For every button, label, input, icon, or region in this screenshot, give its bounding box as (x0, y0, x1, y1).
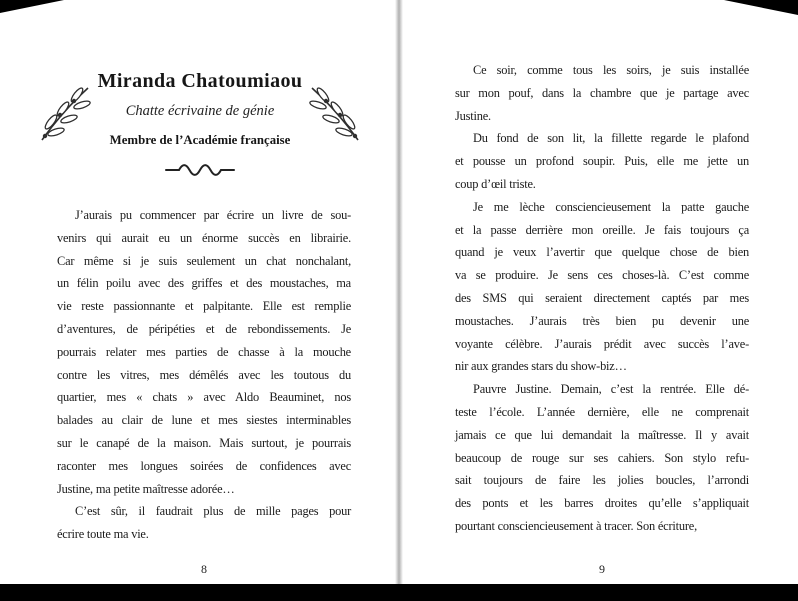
paragraph (57, 204, 351, 500)
text-line: raconter mes longues soirées de confidences avec (57, 458, 351, 473)
text-line: et la passe derrière mon oreille. Je fais toujours ça (455, 222, 749, 237)
text-line: moustaches. J’aurais très bien pu devenir une (455, 313, 749, 328)
page-number-right: 9 (599, 562, 605, 576)
chapter-header (40, 70, 360, 183)
text-line: sur mon pouf, dans la chambre que je partage avec (455, 85, 749, 100)
text-line: Je me lèche consciencieusement la patte gauche (473, 199, 749, 214)
chapter-title: Miranda Chatoumiaou (97, 70, 303, 92)
text-line: pourtant consciencieusement à tracer. Son écriture, (455, 518, 697, 533)
text-line: nir aux grandes stars du show-biz… (455, 359, 627, 374)
paragraph (455, 59, 749, 127)
text-line: Ce soir, comme tous les soirs, je suis installée (473, 63, 749, 77)
text-line: Justine. (455, 108, 491, 123)
text-line: coup d’œil triste. (455, 176, 536, 191)
right-page (399, 0, 798, 584)
text-line: C’est sûr, il faudrait plus de mille pages pour (75, 504, 351, 519)
page-number-left: 8 (201, 562, 207, 576)
text-line: va se produire. Je sens ces choses-là. C’est comme (455, 268, 749, 283)
text-line: un félin poilu avec des griffes et des moustaches, ma (57, 276, 351, 291)
body-text-left (57, 204, 351, 546)
olive-branch-left-icon (36, 82, 94, 144)
text-line: d’aventures, de péripéties et de rebondissements. Je (57, 321, 351, 336)
text-line: et pousse un profond soupir. Puis, elle me jette un (455, 154, 749, 169)
text-line: venirs qui aurait eu un énorme succès en librairie. (57, 230, 351, 245)
text-line: voyante célèbre. J’aurais prédit avec succès l’ave- (455, 336, 749, 351)
paragraph (455, 127, 749, 195)
text-line: balades au clair de lune et mes siestes interminables (57, 413, 351, 428)
text-line: quand je veux l’avertir que quelque chose de bien (455, 245, 749, 260)
text-line: teste l’école. L’année dernière, elle ne comprenait (455, 404, 749, 419)
text-line: quartier, mes « chats » avec Aldo Beauminet, nos (57, 390, 351, 405)
chapter-subtitle: Chatte écrivaine de génie (125, 103, 275, 119)
text-line: pourrais relater mes parties de chasse à la mouche (57, 344, 351, 359)
text-line: beaucoup de rouge sur ses cahiers. Son stylo refu- (455, 450, 749, 465)
text-line: des SMS qui seraient directement captés par mes (455, 290, 749, 305)
text-line: sait toujours de faire les jolies boucles, l’arrondi (455, 473, 749, 488)
paragraph (57, 500, 351, 546)
text-line: sur le canapé de la maison. Mais surtout, je pourrais (57, 435, 351, 450)
text-line: jamais ce que lui demandait la maîtresse. Il y avait (455, 427, 749, 442)
paragraph (455, 196, 749, 378)
backdrop-bottom-bar (0, 584, 798, 601)
text-line: écrire toute ma vie. (57, 527, 149, 542)
text-line: contre les vitres, mes démêlés avec les toutous du (57, 367, 351, 382)
text-line: Du fond de son lit, la fillette regarde le plafond (473, 131, 749, 146)
olive-branch-right-icon (306, 82, 364, 144)
text-line: des ponts et les barres droites qu’elle s’appliquait (455, 496, 749, 511)
text-line: J’aurais pu commencer par écrire un livre de sou- (75, 208, 351, 222)
text-line: Justine, ma petite maîtresse adorée… (57, 481, 235, 496)
vine-squiggle-ornament-icon (40, 162, 360, 183)
paragraph (455, 378, 749, 538)
text-line: Pauvre Justine. Demain, c’est la rentrée. Elle dé- (473, 382, 749, 397)
body-text-right (455, 59, 749, 538)
text-line: Car même si je suis seulement un chat nonchalant, (57, 253, 351, 268)
text-line: vie reste passionnante et palpitante. Elle est remplie (57, 299, 351, 314)
left-page (0, 0, 399, 584)
chapter-affiliation: Membre de l’Académie française (109, 133, 291, 147)
